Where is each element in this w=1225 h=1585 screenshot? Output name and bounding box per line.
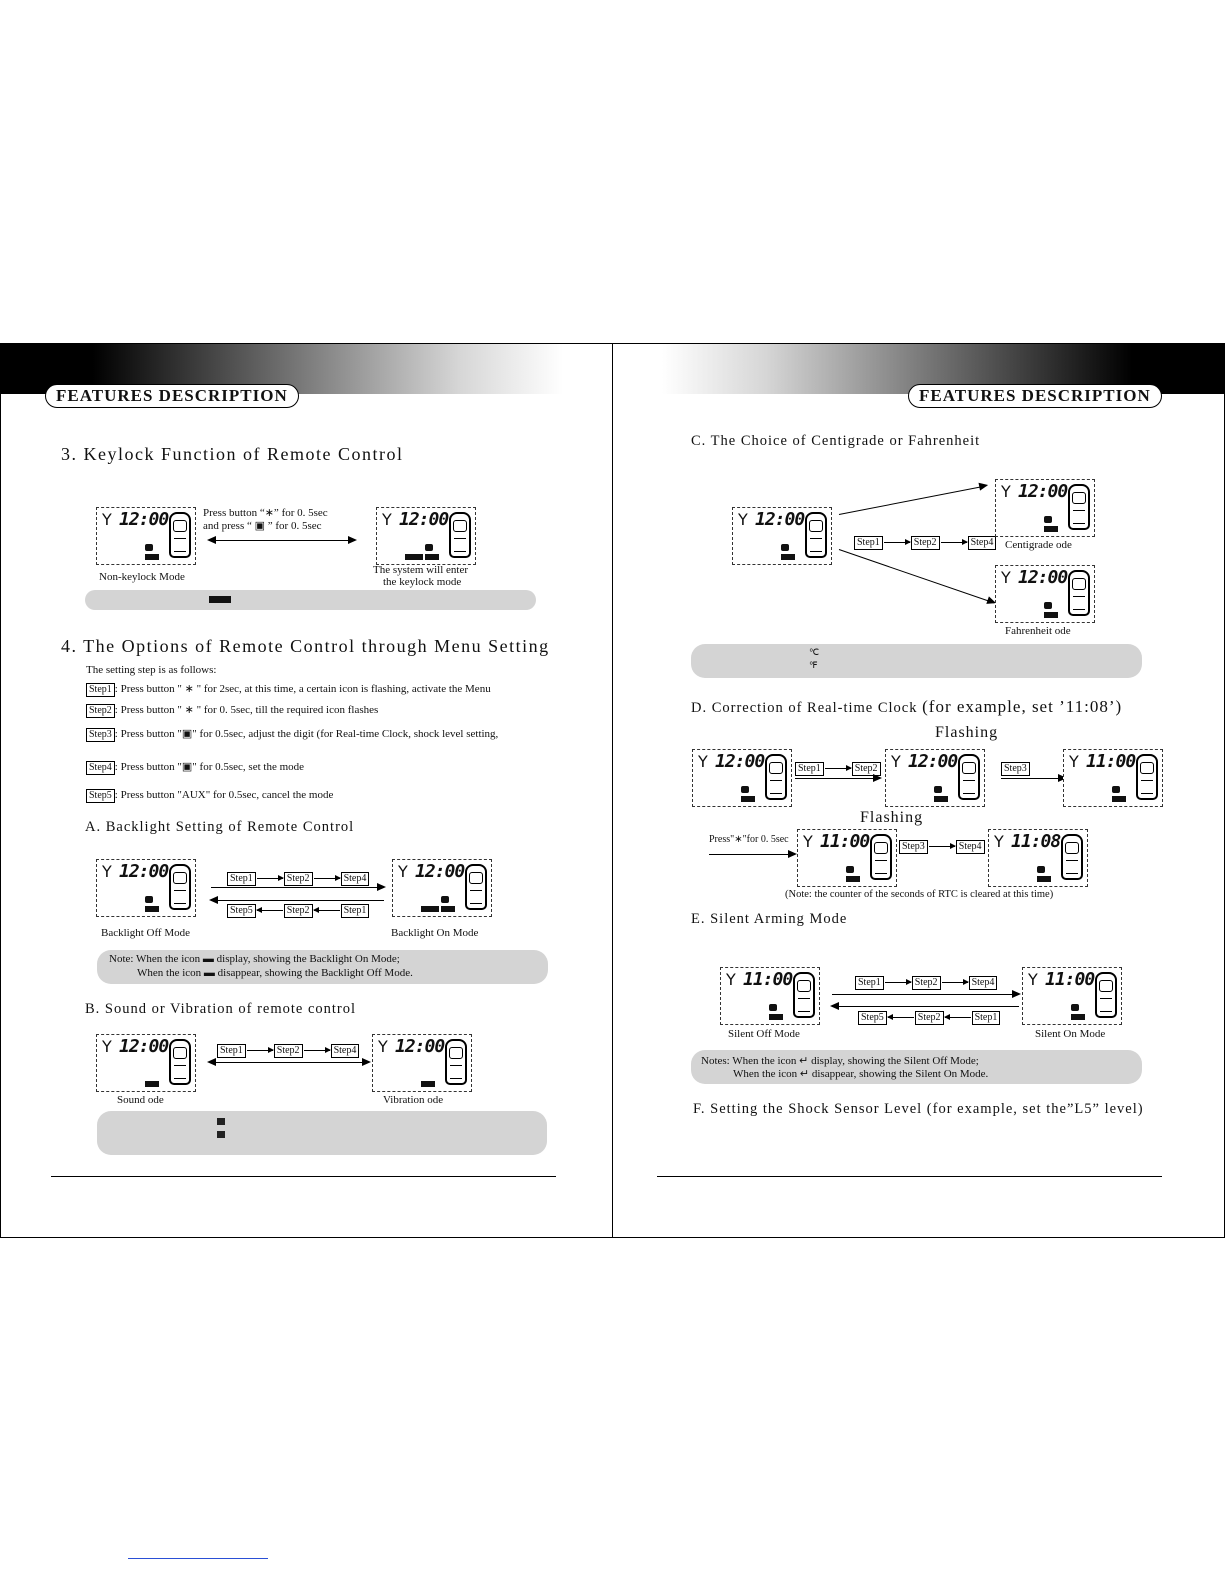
lcd-time: 12:00	[755, 509, 805, 530]
section-header-pill: FEATURES DESCRIPTION	[908, 384, 1162, 408]
step-line: Step1 : Press button " ∗ " for 2sec, at this time, a certain icon is flashing, activate the Menu	[86, 682, 491, 697]
lcd-display	[96, 507, 196, 565]
rtc-title: D. Correction of Real-time Clock (for example, set ’11:08’)	[691, 697, 1123, 716]
centigrade-title: C. The Choice of Centigrade or Fahrenheit	[691, 433, 981, 449]
mode-label: Fahrenheit ode	[1005, 625, 1071, 637]
mode-label: Silent Off Mode	[728, 1028, 800, 1040]
sound-icon	[846, 866, 854, 873]
antenna-icon: Y	[803, 832, 813, 851]
shock-sensor-title: F. Setting the Shock Sensor Level (for example, set the”L5” level)	[693, 1101, 1144, 1117]
battery-icon	[934, 796, 948, 802]
antenna-icon: Y	[102, 510, 112, 529]
right-page	[612, 343, 1225, 1238]
lcd-display	[1063, 749, 1163, 807]
lcd-time: 12:00	[399, 509, 449, 530]
antenna-icon: Y	[398, 862, 408, 881]
battery-icon	[425, 554, 439, 560]
lcd-display	[96, 1034, 196, 1092]
battery-icon	[1112, 796, 1126, 802]
car-icon	[1095, 972, 1117, 1018]
note-bar	[85, 590, 536, 610]
lcd-time: 12:00	[119, 1036, 169, 1057]
step-line: Step5 : Press button "AUX" for 0.5sec, cancel the mode	[86, 789, 333, 803]
lcd-time: 11:00	[743, 969, 793, 990]
lcd-display	[376, 507, 476, 565]
mode-label: Backlight Off Mode	[101, 927, 191, 939]
battery-icon	[1071, 1014, 1085, 1020]
forward-arrow	[1001, 778, 1065, 779]
note-bar	[691, 644, 1142, 678]
keylock-instruction: and press “ ▣ ” for 0. 5sec	[203, 520, 322, 532]
step-line: Step2 : Press button " ∗ " for 0. 5sec, till the required icon flashes	[86, 703, 378, 718]
mode-label: Vibration ode	[383, 1094, 444, 1106]
lcd-time: 12:00	[1018, 481, 1068, 502]
car-icon	[765, 754, 787, 800]
sound-icon	[217, 1118, 225, 1125]
battery-icon	[769, 1014, 783, 1020]
forward-arrow	[709, 854, 795, 855]
antenna-icon: Y	[102, 1037, 112, 1056]
battery-icon	[441, 906, 455, 912]
battery-icon	[145, 554, 159, 560]
battery-icon	[145, 1081, 159, 1087]
step-line: Step4 : Press button "▣" for 0.5sec, set the mode	[86, 760, 304, 775]
lcd-time: 11:00	[820, 831, 870, 852]
keylock-instruction: Press button “∗” for 0. 5sec	[203, 507, 328, 519]
vibration-icon	[217, 1131, 225, 1138]
battery-icon	[421, 1081, 435, 1087]
sound-icon	[145, 544, 153, 551]
car-icon	[793, 972, 815, 1018]
lcd-time: 11:00	[1086, 751, 1136, 772]
keylock-title: 3. Keylock Function of Remote Control	[61, 444, 404, 464]
car-icon	[870, 834, 892, 880]
lcd-time: 12:00	[395, 1036, 445, 1057]
lcd-display	[372, 1034, 472, 1092]
antenna-icon: Y	[1001, 568, 1011, 587]
note-text: When the icon ▬ disappear, showing the Backlight Off Mode.	[137, 967, 413, 979]
sound-icon	[1044, 602, 1052, 609]
forward-arrow	[832, 994, 1019, 995]
battery-icon	[846, 876, 860, 882]
left-page	[0, 343, 613, 1238]
lcd-time: 12:00	[415, 861, 465, 882]
flashing-label: Flashing	[860, 809, 924, 826]
car-icon	[1068, 570, 1090, 616]
lcd-display	[797, 829, 897, 887]
forward-arrow	[795, 778, 880, 779]
note-text: Notes: When the icon ↵ display, showing the Silent Off Mode;	[701, 1055, 979, 1067]
mode-label: Non-keylock Mode	[99, 571, 185, 583]
antenna-icon: Y	[102, 862, 112, 881]
lcd-time: 11:00	[1045, 969, 1095, 990]
car-icon	[958, 754, 980, 800]
mode-label: The system will enter	[373, 564, 469, 576]
sound-icon	[781, 544, 789, 551]
car-icon	[465, 864, 487, 910]
lcd-display	[392, 859, 492, 917]
step-flow: Step1 Step2 Step4	[227, 872, 369, 886]
diagonal-arrow-down	[839, 549, 994, 603]
footer-rule	[51, 1176, 556, 1177]
battery-icon	[1037, 876, 1051, 882]
sound-icon	[934, 786, 942, 793]
lcd-time: 12:00	[715, 751, 765, 772]
sound-icon	[1037, 866, 1045, 873]
lcd-time: 11:08	[1011, 831, 1061, 852]
silent-arming-title: E. Silent Arming Mode	[691, 911, 848, 927]
antenna-icon: Y	[1069, 752, 1079, 771]
fahrenheit-symbol: ℉	[809, 660, 818, 670]
antenna-icon: Y	[891, 752, 901, 771]
mode-label: the keylock mode	[383, 576, 462, 588]
antenna-icon: Y	[726, 970, 736, 989]
lcd-display	[885, 749, 985, 807]
battery-icon	[781, 554, 795, 560]
double-arrow	[209, 540, 355, 541]
car-icon	[1061, 834, 1083, 880]
sound-icon	[425, 544, 433, 551]
antenna-icon: Y	[1028, 970, 1038, 989]
sound-vibration-title: B. Sound or Vibration of remote control	[85, 1001, 357, 1017]
silent-icon	[769, 1004, 777, 1011]
keylock-icon	[405, 554, 423, 560]
battery-icon	[741, 796, 755, 802]
back-arrow	[211, 900, 384, 901]
mode-label: Sound ode	[117, 1094, 164, 1106]
keylock-icon	[209, 596, 231, 603]
diagonal-arrow-up	[839, 485, 986, 515]
antenna-icon: Y	[994, 832, 1004, 851]
section-header-pill: FEATURES DESCRIPTION	[45, 384, 299, 408]
step-flow: Step1 Step2 Step4	[217, 1044, 359, 1058]
lcd-display	[995, 479, 1095, 537]
car-icon	[1136, 754, 1158, 800]
lcd-display	[732, 507, 832, 565]
car-icon	[169, 864, 191, 910]
lcd-time: 12:00	[1018, 567, 1068, 588]
double-arrow	[209, 1062, 369, 1063]
step-flow: Step1 Step2	[795, 762, 881, 776]
step-line: Step3 : Press button "▣" for 0.5sec, adjust the digit (for Real-time Clock, shock level setting,	[86, 727, 498, 742]
battery-icon	[1044, 526, 1058, 532]
note-bar	[97, 950, 548, 984]
press-instruction: Press"∗"for 0. 5sec	[709, 834, 789, 845]
rtc-note: (Note: the counter of the seconds of RTC is cleared at this time)	[785, 889, 1054, 900]
car-icon	[1068, 484, 1090, 530]
car-icon	[169, 1039, 191, 1085]
car-icon	[449, 512, 471, 558]
lcd-display	[96, 859, 196, 917]
mode-label: Backlight On Mode	[391, 927, 479, 939]
underline-link[interactable]	[128, 1558, 268, 1559]
sound-icon	[1112, 786, 1120, 793]
footer-rule	[657, 1176, 1162, 1177]
step-flow: Step1 Step2 Step4	[854, 536, 996, 550]
note-bar	[97, 1111, 547, 1155]
antenna-icon: Y	[738, 510, 748, 529]
celsius-symbol: ℃	[809, 647, 820, 657]
antenna-icon: Y	[1001, 482, 1011, 501]
intro-text: The setting step is as follows:	[86, 664, 217, 676]
mode-label: Silent On Mode	[1035, 1028, 1106, 1040]
note-bar	[691, 1050, 1142, 1084]
lcd-display	[1022, 967, 1122, 1025]
sound-icon	[1044, 516, 1052, 523]
car-icon	[169, 512, 191, 558]
step-flow: Step1 Step2 Step4	[855, 976, 997, 990]
note-text: When the icon ↵ disappear, showing the Silent On Mode.	[733, 1068, 989, 1080]
lcd-display	[988, 829, 1088, 887]
forward-arrow	[211, 887, 384, 888]
battery-icon	[145, 906, 159, 912]
sound-icon	[741, 786, 749, 793]
step-flow: Step3	[1001, 762, 1030, 776]
car-icon	[805, 512, 827, 558]
antenna-icon: Y	[378, 1037, 388, 1056]
mode-label: Centigrade ode	[1005, 539, 1072, 551]
antenna-icon: Y	[382, 510, 392, 529]
antenna-icon: Y	[698, 752, 708, 771]
back-arrow	[832, 1006, 1019, 1007]
note-text: Note: When the icon ▬ display, showing the Backlight On Mode;	[109, 953, 400, 965]
lcd-display	[720, 967, 820, 1025]
lcd-display	[692, 749, 792, 807]
backlight-icon	[421, 906, 439, 912]
step-flow: Step5 Step2 Step1	[858, 1011, 1000, 1025]
sound-icon	[441, 896, 449, 903]
flashing-label: Flashing	[935, 724, 999, 741]
backlight-title: A. Backlight Setting of Remote Control	[85, 819, 355, 835]
lcd-time: 12:00	[119, 509, 169, 530]
lcd-time: 12:00	[908, 751, 958, 772]
lcd-time: 12:00	[119, 861, 169, 882]
silent-icon	[1071, 1004, 1079, 1011]
step-flow: Step3 Step4	[899, 840, 985, 854]
battery-icon	[1044, 612, 1058, 618]
sound-icon	[145, 896, 153, 903]
lcd-display	[995, 565, 1095, 623]
step-flow: Step5 Step2 Step1	[227, 904, 369, 918]
car-icon	[445, 1039, 467, 1085]
menu-setting-title: 4. The Options of Remote Control through Menu Setting	[61, 636, 550, 656]
